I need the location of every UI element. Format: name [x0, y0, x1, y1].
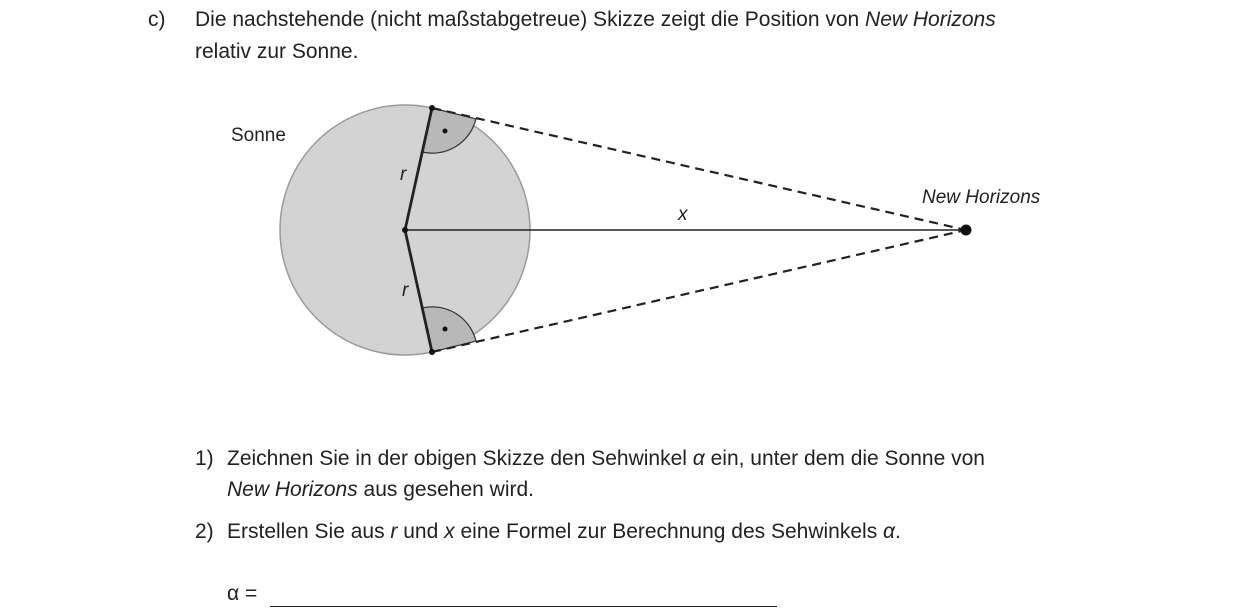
tangent-point-bottom — [429, 349, 435, 355]
sun-label: Sonne — [231, 125, 286, 146]
task-1-line-1 — [227, 444, 985, 474]
right-angle-dot-top — [443, 129, 448, 134]
task-1-text-c: aus gesehen wird. — [357, 478, 534, 501]
task-1-number: 1) — [195, 447, 214, 470]
task-2-number: 2) — [195, 520, 214, 543]
intro-text: Die nachstehende (nicht maßstabgetreue) Skizze zeigt die Position von — [195, 8, 866, 31]
intro-probe-name: New Horizons — [865, 8, 996, 31]
task-1-probe-name: New Horizons — [227, 478, 358, 501]
task-2-text-c: eine Formel zur Berechnung des Sehwinkels — [454, 520, 884, 543]
radius-label-bottom: r — [402, 280, 409, 301]
tangent-point-top — [429, 105, 435, 111]
task-2-text-b: und — [397, 520, 445, 543]
probe-label: New Horizons — [922, 187, 1041, 208]
right-angle-dot-bottom — [443, 327, 448, 332]
task-2-text-d: . — [895, 520, 901, 543]
alpha-symbol: α — [883, 520, 896, 543]
intro-line-2: relativ zur Sonne. — [195, 40, 359, 63]
sun-center-point — [402, 227, 408, 233]
task-1-text-a: Zeichnen Sie in der obigen Skizze den Sehwinkel — [227, 447, 693, 470]
task-2-text-a: Erstellen Sie aus — [227, 520, 391, 543]
task-1-line-2 — [227, 475, 534, 505]
part-label: c) — [148, 8, 166, 31]
task-2-var-r: r — [390, 520, 398, 543]
radius-label-top: r — [400, 164, 407, 185]
answer-label: α = — [227, 582, 258, 605]
answer-input-line[interactable] — [270, 606, 777, 607]
distance-label: x — [678, 204, 688, 225]
probe-point — [961, 225, 972, 236]
task-1-text-b: ein, unter dem die Sonne von — [704, 447, 985, 470]
task-2-var-x: x — [444, 520, 455, 543]
task-2-line — [227, 517, 901, 547]
alpha-symbol: α — [692, 447, 705, 470]
